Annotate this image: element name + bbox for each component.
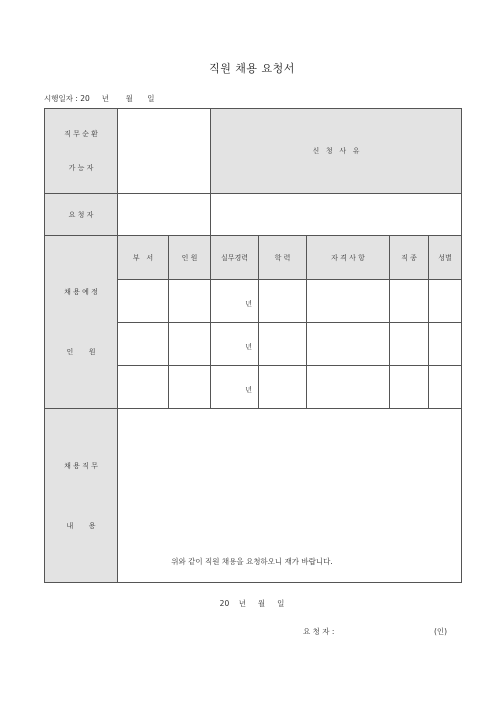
education-cell[interactable] — [259, 323, 307, 366]
requester-value[interactable] — [118, 194, 211, 236]
planned-hire-label: 채 용 예 정 인 원 — [45, 236, 118, 409]
col-education: 학 력 — [259, 236, 307, 280]
gender-cell[interactable] — [429, 323, 462, 366]
job-description-label: 채 용 직 무 내 용 — [45, 409, 118, 583]
job-type-cell[interactable] — [390, 280, 429, 323]
col-department: 부 서 — [118, 236, 169, 280]
qualification-cell[interactable] — [307, 366, 390, 409]
headcount-cell[interactable] — [169, 366, 211, 409]
duty-rotation-candidate-label: 직 무 순 환 가 능 자 — [45, 109, 118, 194]
col-job-type: 직 종 — [390, 236, 429, 280]
experience-cell[interactable]: 년 — [211, 323, 259, 366]
education-cell[interactable] — [259, 366, 307, 409]
request-reason-header: 신 청 사 유 — [211, 109, 462, 194]
headcount-cell[interactable] — [169, 323, 211, 366]
department-cell[interactable] — [118, 366, 169, 409]
page-title: 직원 채용 요청서 — [209, 62, 295, 75]
department-cell[interactable] — [118, 280, 169, 323]
qualification-cell[interactable] — [307, 280, 390, 323]
duty-rotation-candidate-value[interactable] — [118, 109, 211, 194]
hiring-request-table — [44, 108, 462, 583]
issue-date: 시행일자 : 20 년 월 일 — [44, 94, 155, 103]
col-gender: 성별 — [429, 236, 462, 280]
seal-mark: (인) — [434, 627, 448, 636]
department-cell[interactable] — [118, 323, 169, 366]
request-reason-value[interactable] — [211, 194, 462, 236]
education-cell[interactable] — [259, 280, 307, 323]
col-headcount: 인 원 — [169, 236, 211, 280]
gender-cell[interactable] — [429, 366, 462, 409]
experience-cell[interactable]: 년 — [211, 366, 259, 409]
gender-cell[interactable] — [429, 280, 462, 323]
col-qualification: 자 격 사 항 — [307, 236, 390, 280]
qualification-cell[interactable] — [307, 323, 390, 366]
requester-label: 요 청 자 — [45, 194, 118, 236]
job-type-cell[interactable] — [390, 366, 429, 409]
col-experience: 실무경력 — [211, 236, 259, 280]
request-statement: 위와 같이 직원 채용을 요청하오니 재가 바랍니다. — [171, 557, 333, 566]
signature-date: 20 년 월 일 — [219, 599, 285, 608]
experience-cell[interactable]: 년 — [211, 280, 259, 323]
job-type-cell[interactable] — [390, 323, 429, 366]
applicant-label: 요 청 자 : — [303, 627, 335, 636]
headcount-cell[interactable] — [169, 280, 211, 323]
